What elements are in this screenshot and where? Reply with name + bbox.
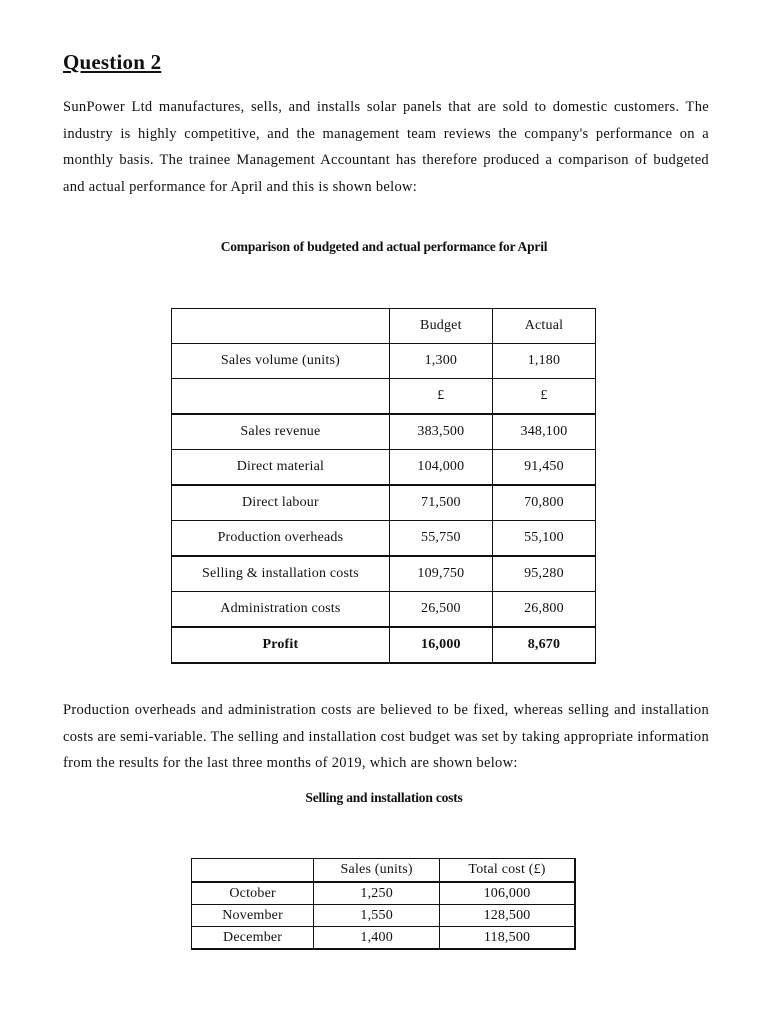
table-cell: 383,500 [389,414,492,450]
table-cell: 1,550 [314,905,440,927]
table-cell: £ [389,379,492,415]
table-row [172,592,596,628]
table-cell: 91,450 [492,450,595,486]
budget-actual-table [171,308,596,664]
table-cell: Sales revenue [172,414,390,450]
table-header-cell [172,309,390,344]
table-header-cell: Total cost (£) [440,859,575,883]
table-cell: December [192,927,314,950]
table-row [172,521,596,557]
table-row [172,414,596,450]
table-header-row [172,309,596,344]
table-cell: Profit [172,627,390,663]
table-cell: 118,500 [440,927,575,950]
table-cell: November [192,905,314,927]
table-cell: £ [492,379,595,415]
table-header-cell: Budget [389,309,492,344]
table-cell: 128,500 [440,905,575,927]
table-cell: Direct labour [172,485,390,521]
table-row [192,927,576,950]
cost-behaviour-paragraph: Production overheads and administration costs are believed to be fixed, whereas selling and installation costs are semi-variable. The selling and installation cost budget was set by taking appropriate information from the results for the last three months of 2019, which are shown below: [63,702,709,771]
table-cell: 26,500 [389,592,492,628]
table-row [172,344,596,379]
table-cell: 95,280 [492,556,595,592]
table-cell: 1,400 [314,927,440,950]
table-cell [172,379,390,415]
table-cell: 71,500 [389,485,492,521]
table-cell: 1,180 [492,344,595,379]
selling-installation-table [191,858,576,950]
table2-caption: Selling and installation costs [305,790,463,805]
table-cell: Administration costs [172,592,390,628]
table-cell: Direct material [172,450,390,486]
table-cell: 104,000 [389,450,492,486]
question-title: Question 2 [63,50,162,74]
table-cell: October [192,882,314,905]
table1-caption: Comparison of budgeted and actual performance for April [220,239,548,254]
table-row [192,882,576,905]
profit-row [172,627,596,663]
table-cell: Sales volume (units) [172,344,390,379]
table-row [172,556,596,592]
table-cell: 26,800 [492,592,595,628]
table-cell: 70,800 [492,485,595,521]
table-cell: Selling & installation costs [172,556,390,592]
table-cell: Production overheads [172,521,390,557]
table-cell: 16,000 [389,627,492,663]
table-row [172,379,596,415]
table-header-row [192,859,576,883]
table-cell: 348,100 [492,414,595,450]
intro-paragraph: SunPower Ltd manufactures, sells, and installs solar panels that are sold to domestic customers. The industry is highly competitive, and the management team reviews the company's performance on a monthly basis. The trainee Management Accountant has therefore produced a comparison of budgeted and actual performance for April and this is shown below: [63,99,709,195]
table-row [172,485,596,521]
table-cell: 109,750 [389,556,492,592]
table-header-cell: Actual [492,309,595,344]
table-cell: 8,670 [492,627,595,663]
table-cell: 1,300 [389,344,492,379]
table-cell: 1,250 [314,882,440,905]
table-cell: 106,000 [440,882,575,905]
table-header-cell: Sales (units) [314,859,440,883]
table-cell: 55,750 [389,521,492,557]
table-row [192,905,576,927]
table-row [172,450,596,486]
table-cell: 55,100 [492,521,595,557]
table-header-cell [192,859,314,883]
